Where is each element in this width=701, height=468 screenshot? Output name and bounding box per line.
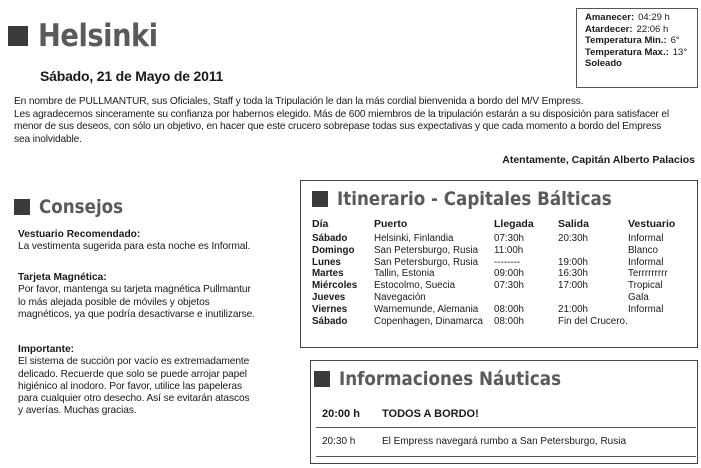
table-row: Miércoles Estocolmo, Suecia 07:30h 17:00h Tropical bbox=[312, 280, 663, 292]
table-header-row: Día Puerto Llegada Salida Vestuario bbox=[312, 218, 676, 230]
itinerary-table bbox=[312, 218, 696, 327]
weather-row: Soleado bbox=[585, 58, 622, 70]
date-line: Sábado, 21 de Mayo de 2011 bbox=[40, 68, 224, 84]
table-row: Domingo San Petersburgo, Rusia 11:00h Blanco bbox=[312, 244, 658, 256]
divider bbox=[316, 456, 696, 457]
page-title bbox=[8, 18, 174, 54]
tip-vestuario: Vestuario Recomendado: La vestimenta sugerida para esta noche es Informal. bbox=[18, 229, 251, 253]
consejos-heading: Consejos bbox=[14, 196, 135, 218]
welcome-paragraph: En nombre de PULLMANTUR, sus Oficiales, Staff y toda la Tripulación le dan la más cordial bienvenida a bordo del M/V Empress. Les agradecemos sinceramente su confianza por habernos elegido. Más de 600 miembros de la tripulación estarán a su disposición para satisfacer el menor de sus deseos, con sólo un objetivo, en hacer que este crucero sobrepase todas sus expectativas y que cada momento a bordo del Empress sea inolvidable. bbox=[14, 96, 669, 145]
weather-row: Atardecer: 22:06 h bbox=[585, 23, 669, 35]
city-name: Helsinki bbox=[38, 18, 158, 54]
nautical-info-heading: Informaciones Náuticas bbox=[314, 368, 591, 390]
weather-row: Amanecer: 04:29 h bbox=[585, 12, 670, 23]
table-row: Sábado Copenhagen, Dinamarca 08:00h Fin del Crucero. bbox=[312, 315, 628, 327]
table-row: Jueves Navegación Gala bbox=[312, 291, 649, 303]
signature: Atentamente, Capitán Alberto Palacios bbox=[502, 154, 695, 166]
weather-row: Temperatura Min.: 6° bbox=[585, 35, 680, 47]
square-bullet-icon bbox=[314, 371, 330, 387]
weather-row: Temperatura Max.: 13° bbox=[585, 46, 688, 58]
square-bullet-icon bbox=[312, 191, 328, 207]
itinerary-heading: Itinerario - Capitales Bálticas bbox=[312, 188, 649, 210]
table-row: Martes Tallin, Estonia 09:00h 16:30h Terrrrrrrrr bbox=[312, 268, 668, 280]
square-bullet-icon bbox=[14, 199, 30, 215]
weather-box bbox=[576, 8, 698, 88]
nautical-row: 20:30 h El Empress navegará rumbo a San Petersburgo, Rusia bbox=[322, 436, 627, 447]
table-row: Viernes Warnemunde, Alemania 08:00h 21:00h Informal bbox=[312, 303, 664, 315]
square-bullet-icon bbox=[8, 26, 28, 46]
divider bbox=[316, 427, 696, 428]
nautical-row: 20:00 h TODOS A BORDO! bbox=[322, 408, 479, 420]
table-row: Lunes San Petersburgo, Rusia -------- 19:00h Informal bbox=[312, 256, 664, 268]
tip-importante: Importante: El sistema de succión por vacío es extremadamente delicado. Recuerde que solo se puede arrojar papel higiénico al inodoro. Por favor, utilice las papeleras para cualquier otro desecho. Así se evitarán atascos y averías. Muchas gracias. bbox=[18, 344, 250, 417]
tip-tarjeta: Tarjeta Magnética: Por favor, mantenga su tarjeta magnética Pullmantur lo más alejada posible de móviles y objetos magnéticos, ya que podría desactivarse e inutilizarse. bbox=[18, 272, 255, 320]
table-row: Sábado Helsinki, Finlandia 07:30h 20:30h Informal bbox=[312, 233, 664, 244]
